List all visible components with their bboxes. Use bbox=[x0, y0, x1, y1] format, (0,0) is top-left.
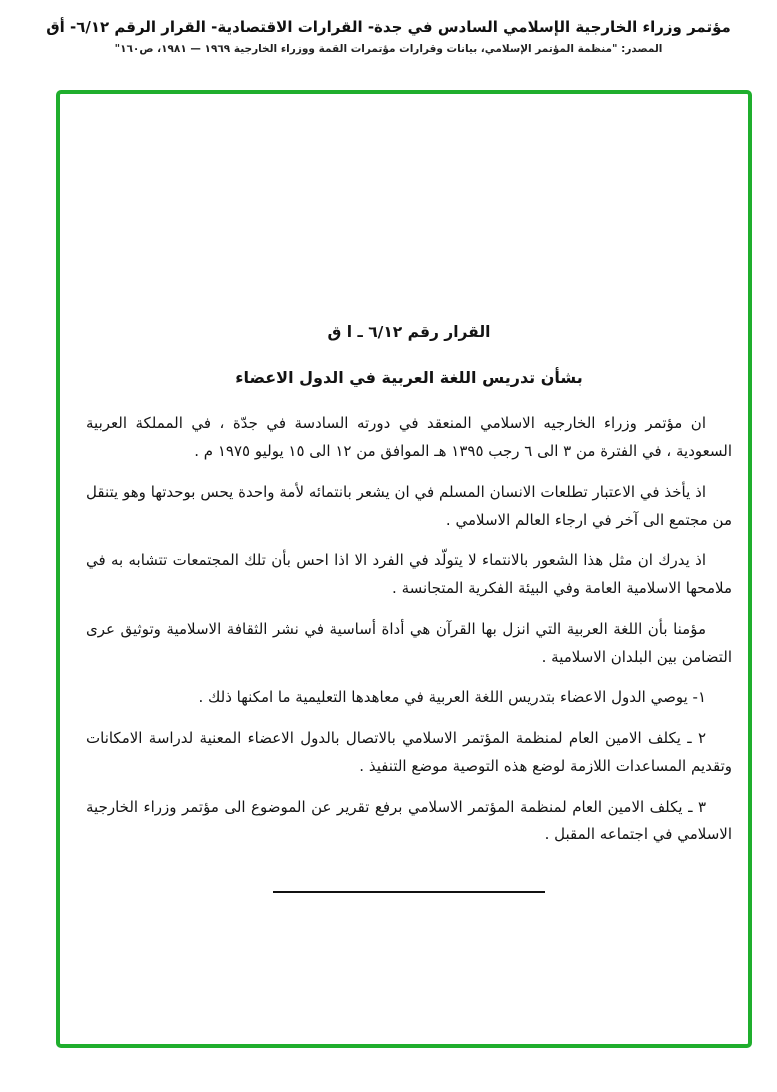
green-document-frame bbox=[56, 90, 752, 1048]
header-source-line: المصدر: "منظمة المؤتمر الإسلامي، بيانات وقرارات مؤتمرات القمة ووزراء الخارجية ١٩٦٩ — ١٩٨١، ص١٦٠" bbox=[114, 43, 663, 55]
paragraph-considering: اذ يأخذ في الاعتبار تطلعات الانسان المسلم في ان يشعر بانتمائه لأمة واحدة يحس بوحدتها وهو يتنقل من مجتمع الى آخر في ارجاء العالم الاسلامي . bbox=[86, 482, 732, 529]
divider-line bbox=[273, 891, 545, 893]
header-title: مؤتمر وزراء الخارجية الإسلامي السادس في جدة- القرارات الاقتصادية- القرار الرقم ٦/١٢- أق bbox=[46, 18, 731, 36]
document-header bbox=[0, 0, 777, 55]
document-body bbox=[60, 94, 748, 893]
paragraph-realizing: اذ يدرك ان مثل هذا الشعور بالانتماء لا يتولّد في الفرد الا اذا احس بأن تلك المجتمعات تتشابه به في ملامحها الاسلامية العامة وفي البيئة الفكرية المتجانسة . bbox=[86, 551, 732, 598]
decision-subject-title: بشأن تدريس اللغة العربية في الدول الاعضاء bbox=[235, 367, 583, 387]
resolution-item-2: ٢ ـ يكلف الامين العام لمنظمة المؤتمر الاسلامي بالاتصال بالدول الاعضاء المعنية لدراسة الامكانات وتقديم المساعدات اللازمة لوضع هذه التوصية موضع التنفيذ . bbox=[86, 729, 732, 775]
resolution-item-3: ٣ ـ يكلف الامين العام لمنظمة المؤتمر الاسلامي برفع تقرير عن الموضوع الى مؤتمر وزراء الخارجية الاسلامي في اجتماعه المقبل . bbox=[86, 797, 732, 844]
paragraph-preamble: ان مؤتمر وزراء الخارجيه الاسلامي المنعقد في دورته السادسة في جدّة ، في المملكة العربية السعودية ، في الفترة من ٣ الى ٦ رجب ١٣٩٥ هـ الموافق من ١٢ الى ١٥ يوليو ١٩٧٥ م . bbox=[86, 414, 732, 461]
decision-number-title: القرار رقم ٦/١٢ ـ ا ق bbox=[327, 323, 491, 341]
resolution-item-1: ١- يوصي الدول الاعضاء بتدريس اللغة العربية في معاهدها التعليمية ما امكنها ذلك . bbox=[198, 688, 706, 707]
paragraph-believing: مؤمنا بأن اللغة العربية التي انزل بها القرآن هي أداة أساسية في نشر الثقافة الاسلامية وتوثيق عرى التضامن بين البلدان الاسلامية . bbox=[86, 619, 732, 666]
